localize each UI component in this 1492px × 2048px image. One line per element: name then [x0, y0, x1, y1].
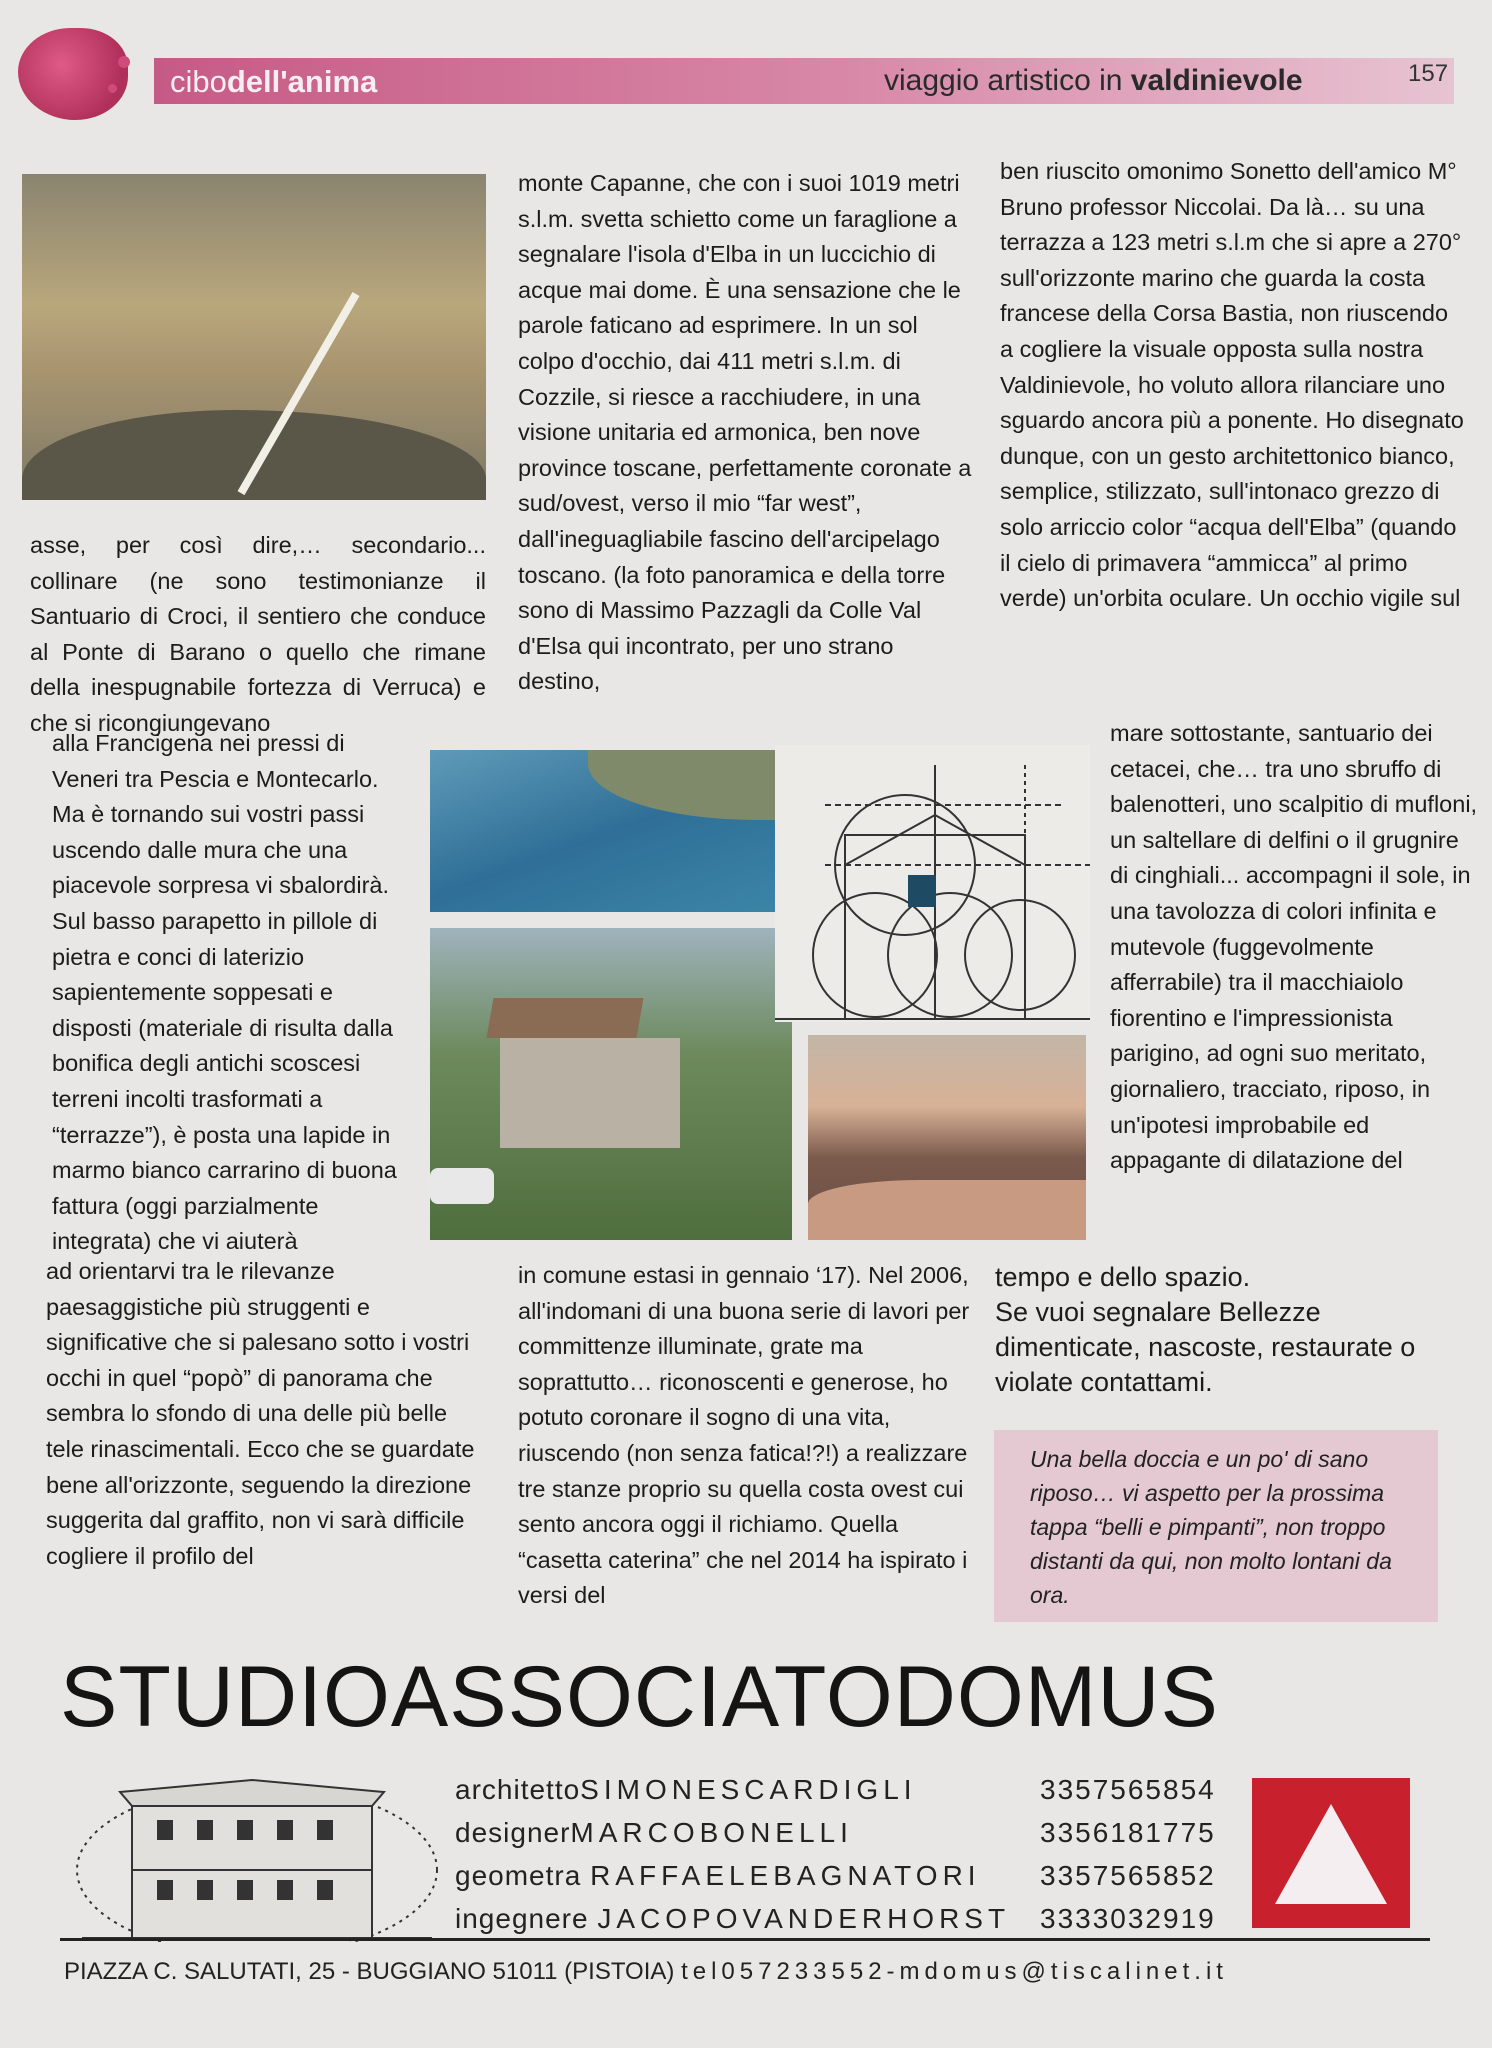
- staff-phone: 3356181775: [1040, 1817, 1216, 1848]
- photo-roof: [486, 998, 643, 1038]
- architectural-sketch: [775, 745, 1090, 1022]
- sea-photo: [430, 750, 798, 912]
- article-col3-top: ben riuscito omonimo Sonetto dell'amico M° Bruno professor Niccolai. Da là… su una terrazza a 123 metri s.l.m che si apre a 270° sull'orizzonte marino che guarda la costa francese della Corsa Bastia, non riuscendo a cogliere la visuale opposta sulla nostra Valdinievole, ho voluto allora rilanciare uno sguardo ancora più a ponente. Ho disegnato dunque, con un gesto architettonico bianco, semplice, stilizzato, sull'intonaco grezzo di solo arriccio color “acqua dell'Elba” (quando il cielo di primavera “ammicca” al primo verde) un'orbita oculare. Un occhio vigile sul: [1000, 158, 1464, 612]
- staff-row: ingegnere JACOPOVANDERHORST: [455, 1903, 1011, 1934]
- photo-hill: [22, 410, 486, 500]
- section-title: cibodell'anima: [170, 64, 378, 99]
- article-col1-top: asse, per così dire,… secondario... collinare (ne sono testimonianze il Santuario di Croci, il sentiero che conduce al Ponte di Barano o quello che rimane della inespugnabile fortezza di Verruca) e che si ricongiungevano: [30, 532, 486, 736]
- article-col3-bottom: [995, 1260, 1469, 1400]
- triangle-icon: [1275, 1804, 1387, 1904]
- staff-phone: 3333032919: [1040, 1903, 1216, 1934]
- article-col2-top: monte Capanne, che con i suoi 1019 metri s.l.m. svetta schietto come un faraglione a segnalare l'isola d'Elba in un luccichio di acque mai dome. È una sensazione che le parole faticano ad esprimere. In un sol colpo d'occhio, dai 411 metri s.l.m. di Cozzile, si riesce a racchiudere, in una visione unitaria ed armonica, ben nove province toscane, perfettamente coronate a sud/ovest, verso il mio “far west”, dall'ineguagliabile fascino dell'arcipelago toscano. (la foto panoramica e della torre sono di Massimo Pazzagli da Colle Val d'Elsa qui incontrato, per uno strano destino,: [518, 170, 972, 695]
- article-col3-middle: mare sottostante, santuario dei cetacei, che… tra uno sbruffo di balenotteri, uno scalpitio di mufloni, un saltellare di delfini o il grugnire di cinghiali... accompagni il sole, in una tavolozza di colori infinita e mutevole (fuggevolmente afferrabile) tra il macchiaiolo fiorentino e l'impressionista parigino, ad ogni suo meritato, giornaliero, tracciato, riposo, in un'ipotesi improbabile ed appagante di dilatazione del: [1110, 720, 1478, 1174]
- boxed-note: Una bella doccia e un po' di sano riposo… vi aspetto per la prossima tappa “belli e pimpanti”, non troppo distanti da qui, non molto lontani da ora.: [1030, 1446, 1392, 1608]
- staff-row: designerMARCOBONELLI: [455, 1817, 853, 1848]
- staff-row: geometra RAFFAELEBAGNATORI: [455, 1860, 981, 1891]
- photo-wall: [500, 1038, 680, 1148]
- studio-contact: tel057233552-mdomus@tiscalinet.it: [681, 1958, 1228, 1985]
- staff-row: architettoSIMONESCARDIGLI: [455, 1774, 917, 1805]
- phone-list: [1040, 1768, 1216, 1940]
- staff-phone: 3357565854: [1040, 1774, 1216, 1805]
- page-number: 157: [1408, 60, 1449, 87]
- article-title: viaggio artistico in valdinievole: [884, 64, 1303, 97]
- article-col2-bottom: in comune estasi in gennaio ‘17). Nel 2006, all'indomani di una buona serie di lavori per committenze illuminate, grate ma soprattutto… riconoscenti e generose, ho potuto coronare il sogno di una vita, riuscendo (non senza fatica!?!) a realizzare tre stanze proprio su quella costa ovest cui sento ancora oggi il richiamo. Quella “casetta caterina” che nel 2014 ha ispirato i versi del: [518, 1262, 970, 1609]
- house-photo: [430, 928, 792, 1240]
- logo-dot: [118, 56, 130, 68]
- photo-terrace: [808, 1180, 1086, 1240]
- article-col1-bottom: ad orientarvi tra le rilevanze paesaggistiche più struggenti e significative che si palesano sotto i vostri occhi in quel “popò” di panorama che sembra lo sfondo di una delle più belle tele rinascimentali. Ecco che se guardate bene all'orizzonte, seguendo la direzione suggerita dal graffito, non vi sarà difficile cogliere il profilo del: [46, 1258, 475, 1569]
- studio-address: PIAZZA C. SALUTATI, 25 - BUGGIANO 51011 (PISTOIA) tel057233552-mdomus@tiscalinet.it: [64, 1958, 1228, 1985]
- divider: [60, 1938, 1430, 1941]
- closing-line: tempo e dello spazio.: [995, 1262, 1251, 1292]
- staff-phone: 3357565852: [1040, 1860, 1216, 1891]
- studio-name: STUDIOASSOCIATODOMUS: [60, 1649, 1219, 1745]
- staff-list: [455, 1768, 1010, 1940]
- photo-coast: [588, 750, 798, 820]
- panorama-photo: [22, 174, 486, 500]
- sunset-terrace-photo: [808, 1035, 1086, 1240]
- logo-dot: [108, 84, 117, 93]
- section-logo: [18, 28, 128, 120]
- villa-drawing: [62, 1770, 452, 1942]
- article-col1-middle: alla Francigena nei pressi di Veneri tra Pescia e Montecarlo. Ma è tornando sui vostri passi uscendo dalle mura che una piacevole sorpresa vi sbalordirà. Sul basso parapetto in pillole di pietra e conci di laterizio sapientemente soppesati e disposti (materiale di risulta dalla bonifica degli antichi scoscesi terreni incolti trasformati a “terrazze”), è posta una lapide in marmo bianco carrarino di buona fattura (oggi parzialmente integrata) che vi aiuterà: [52, 730, 397, 1255]
- contact-invite: Se vuoi segnalare Bellezze dimenticate, nascoste, restaurate o violate contattami.: [995, 1297, 1416, 1397]
- photo-car: [430, 1168, 494, 1204]
